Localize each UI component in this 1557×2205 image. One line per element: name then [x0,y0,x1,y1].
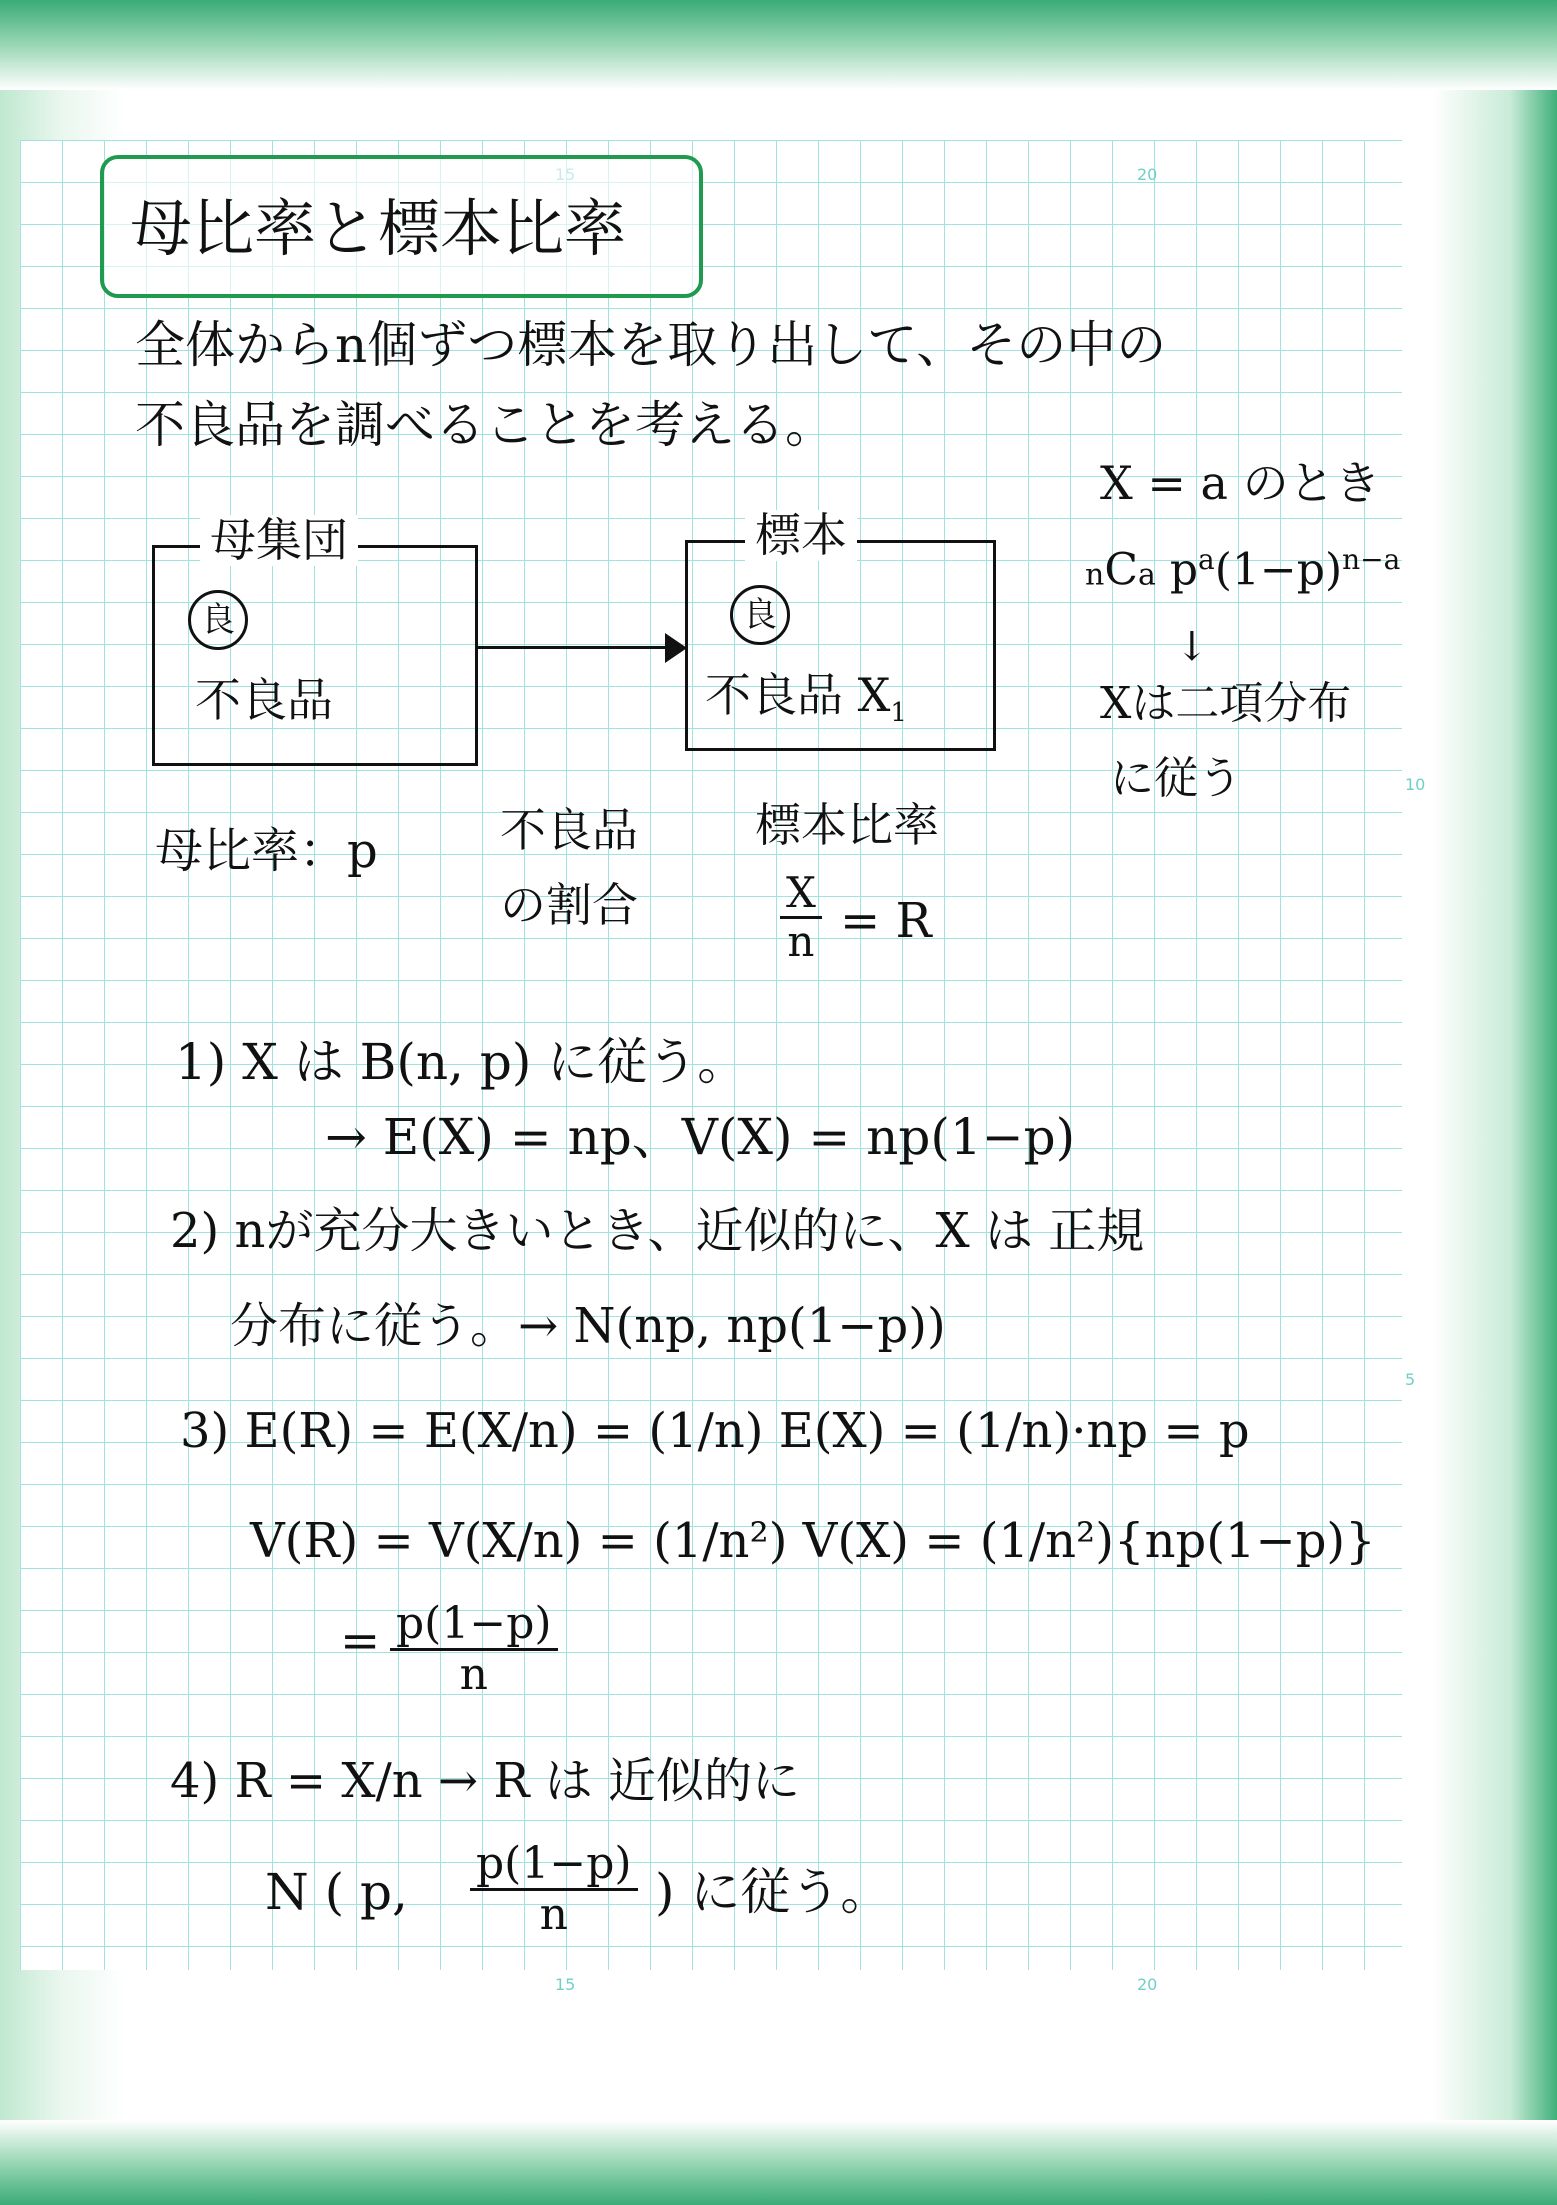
sample-ratio-label: 標本比率 [755,798,939,852]
side-note-conclusion-2: に従う [1110,753,1242,804]
good-item-mark: 良 [730,585,790,645]
item-3-line-3-eq: = [340,1613,381,1669]
item-1-line-2: → E(X) = np、V(X) = np(1−p) [325,1108,1076,1166]
item-4-line-2-post: ) に従う。 [655,1863,891,1921]
grid-number: 15 [555,1975,576,1994]
population-ratio: 母比率：p [155,823,378,879]
side-note-conclusion-1: Xは二項分布 [1100,678,1352,729]
sample-ratio-fraction [780,870,822,965]
page-title: 母比率と標本比率 [130,192,627,265]
sample-label: 標本 [745,510,857,561]
sample-defective-label: 不良品 $X_1$ [705,668,907,729]
grid-number: 20 [1137,165,1158,184]
side-note-formula: nCa $p^a(1-p)^{n-a}$ [1085,543,1401,596]
arrow-line [475,646,680,649]
good-item-mark: 良 [188,590,248,650]
fraction-denominator: n [539,1889,568,1941]
fraction-denominator: n [787,917,815,967]
frame-bottom-border [0,2120,1557,2205]
item-3-line-2: V(R) = V(X/n) = (1/n²) V(X) = (1/n²){np(1−p)} [250,1513,1376,1569]
fraction-denominator: n [459,1649,488,1701]
item-2-line-2: 分布に従う。→ N(np, np(1−p)) [230,1298,946,1354]
item-4-line-1: 4) R = X/n → R は 近似的に [170,1753,801,1809]
item-4-variance-fraction [470,1840,638,1940]
item-3-result-fraction [390,1600,558,1700]
population-label: 母集団 [200,515,358,566]
population-box [152,545,478,766]
side-note-condition: X = a のとき [1100,456,1381,510]
item-3-line-1: 3) E(R) = E(X/n) = (1/n) E(X) = (1/n)·np = p [180,1403,1250,1459]
fraction-numerator: X [780,870,822,919]
grid-number: 20 [1137,1975,1158,1994]
fraction-numerator: p(1−p) [390,1600,558,1651]
sample-ratio-rhs: = R [840,893,932,949]
defect-ratio-line-1: 不良品 [500,803,638,857]
arrow-head [665,633,687,663]
population-defective-label: 不良品 [195,673,333,727]
grid-number: 10 [1405,775,1426,794]
intro-line-2: 不良品を調べることを考える。 [135,396,835,454]
grid-number: 5 [1405,1370,1416,1389]
side-note-arrow: ↓ [1175,624,1209,670]
item-4-line-2-pre: N ( p, [265,1863,408,1921]
frame-top-border [0,0,1557,90]
intro-line-1: 全体からn個ずつ標本を取り出して、その中の [135,316,1167,374]
item-1-line-1: 1) X は B(n, p) に従う。 [175,1033,748,1091]
item-2-line-1: 2) nが充分大きいとき、近似的に、X は 正規 [170,1203,1145,1259]
defect-ratio-line-2: の割合 [500,878,638,932]
fraction-numerator: p(1−p) [470,1840,638,1891]
